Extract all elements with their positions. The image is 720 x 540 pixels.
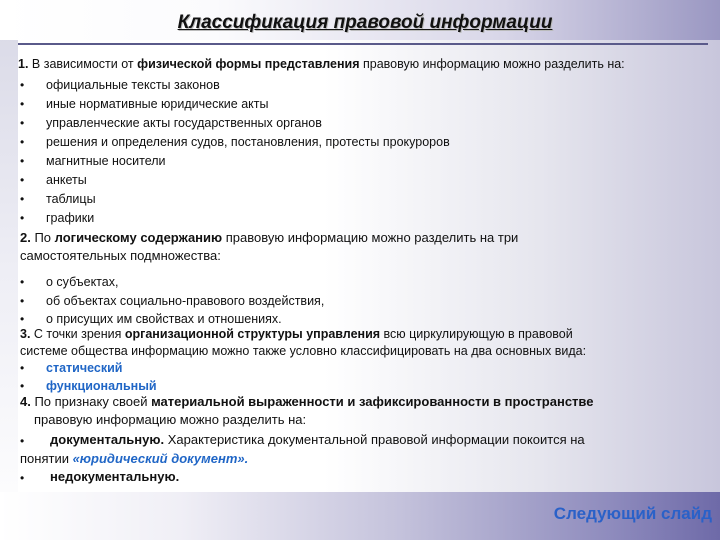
bullet-icon: • xyxy=(20,97,25,111)
section-2-key: логическому содержанию xyxy=(54,230,223,245)
section-4-pre: По признаку своей xyxy=(30,394,152,409)
section-3-key: организационной структуры управления xyxy=(124,327,381,341)
next-slide-link[interactable]: Следующий слайд xyxy=(553,504,712,523)
slide-title: Классификация правовой информации xyxy=(177,12,553,33)
s2-item: об объектах социально-правового воздействия, xyxy=(46,294,325,308)
s3-item-functional: функциональный xyxy=(46,379,157,393)
title-divider xyxy=(18,43,708,45)
section-1-number: 1. xyxy=(18,57,29,71)
section-3-pre: С точки зрения xyxy=(30,327,125,341)
bullet-icon: • xyxy=(20,192,25,206)
section-1-key: физической формы представления xyxy=(137,57,360,71)
s1-item: решения и определения судов, постановления, протесты прокуроров xyxy=(46,135,450,149)
section-1-heading xyxy=(18,56,625,72)
bullet-icon: • xyxy=(20,78,25,92)
s2-item: о присущих им свойствах и отношениях. xyxy=(46,312,282,326)
s4-item1-key: документальную. xyxy=(50,432,165,447)
s1-item: управленческие акты государственных органов xyxy=(46,116,322,130)
section-1-post: правовую информацию можно разделить на: xyxy=(359,57,625,71)
section-4-number: 4. xyxy=(20,394,31,409)
section-4-key: материальной выраженности и зафиксированности в пространстве xyxy=(151,394,594,409)
bullet-icon: • xyxy=(20,361,25,375)
s3-item-static: статический xyxy=(46,361,123,375)
section-2-line2: самостоятельных подмножества: xyxy=(20,248,221,263)
content-panel xyxy=(14,50,694,490)
section-3-line2: системе общества информацию можно также условно классифицировать на два основных вида: xyxy=(20,344,587,358)
section-2-post: правовую информацию можно разделить на три xyxy=(222,230,519,245)
bullet-icon: • xyxy=(20,173,25,187)
section-1-pre: В зависимости от xyxy=(28,57,138,71)
bullet-icon: • xyxy=(20,154,25,168)
s1-item: официальные тексты законов xyxy=(46,78,220,92)
section-3-number: 3. xyxy=(20,327,31,341)
bullet-icon: • xyxy=(20,211,25,225)
section-4-heading xyxy=(20,394,593,410)
s4-item1-text: Характеристика документальной правовой информации покоится на xyxy=(164,432,585,447)
bullet-icon: • xyxy=(20,312,25,326)
bullet-icon: • xyxy=(20,434,25,448)
s2-item: о субъектах, xyxy=(46,275,119,289)
s4-item1-line2 xyxy=(20,451,248,467)
s4-item-nondocumental: недокументальную. xyxy=(50,469,180,484)
bullet-icon: • xyxy=(20,135,25,149)
bullet-icon: • xyxy=(20,294,25,308)
section-2-heading xyxy=(20,230,518,246)
legal-document-term: «юридический документ». xyxy=(72,451,249,466)
s1-item: анкеты xyxy=(46,173,87,187)
s1-item: графики xyxy=(46,211,95,225)
s1-item: таблицы xyxy=(46,192,96,206)
bullet-icon: • xyxy=(20,471,25,485)
s4-item1-line2-pre: понятии xyxy=(20,451,73,466)
section-3-heading xyxy=(20,326,573,342)
s1-item: магнитные носители xyxy=(46,154,166,168)
section-3-post: всю циркулирующую в правовой xyxy=(380,327,573,341)
section-2-pre: По xyxy=(30,230,55,245)
bullet-icon: • xyxy=(20,275,25,289)
s4-item-documental xyxy=(50,432,585,448)
s1-item: иные нормативные юридические акты xyxy=(46,97,269,111)
bullet-icon: • xyxy=(20,379,25,393)
section-2-number: 2. xyxy=(20,230,31,245)
section-4-line2: правовую информацию можно разделить на: xyxy=(34,412,307,427)
bullet-icon: • xyxy=(20,116,25,130)
